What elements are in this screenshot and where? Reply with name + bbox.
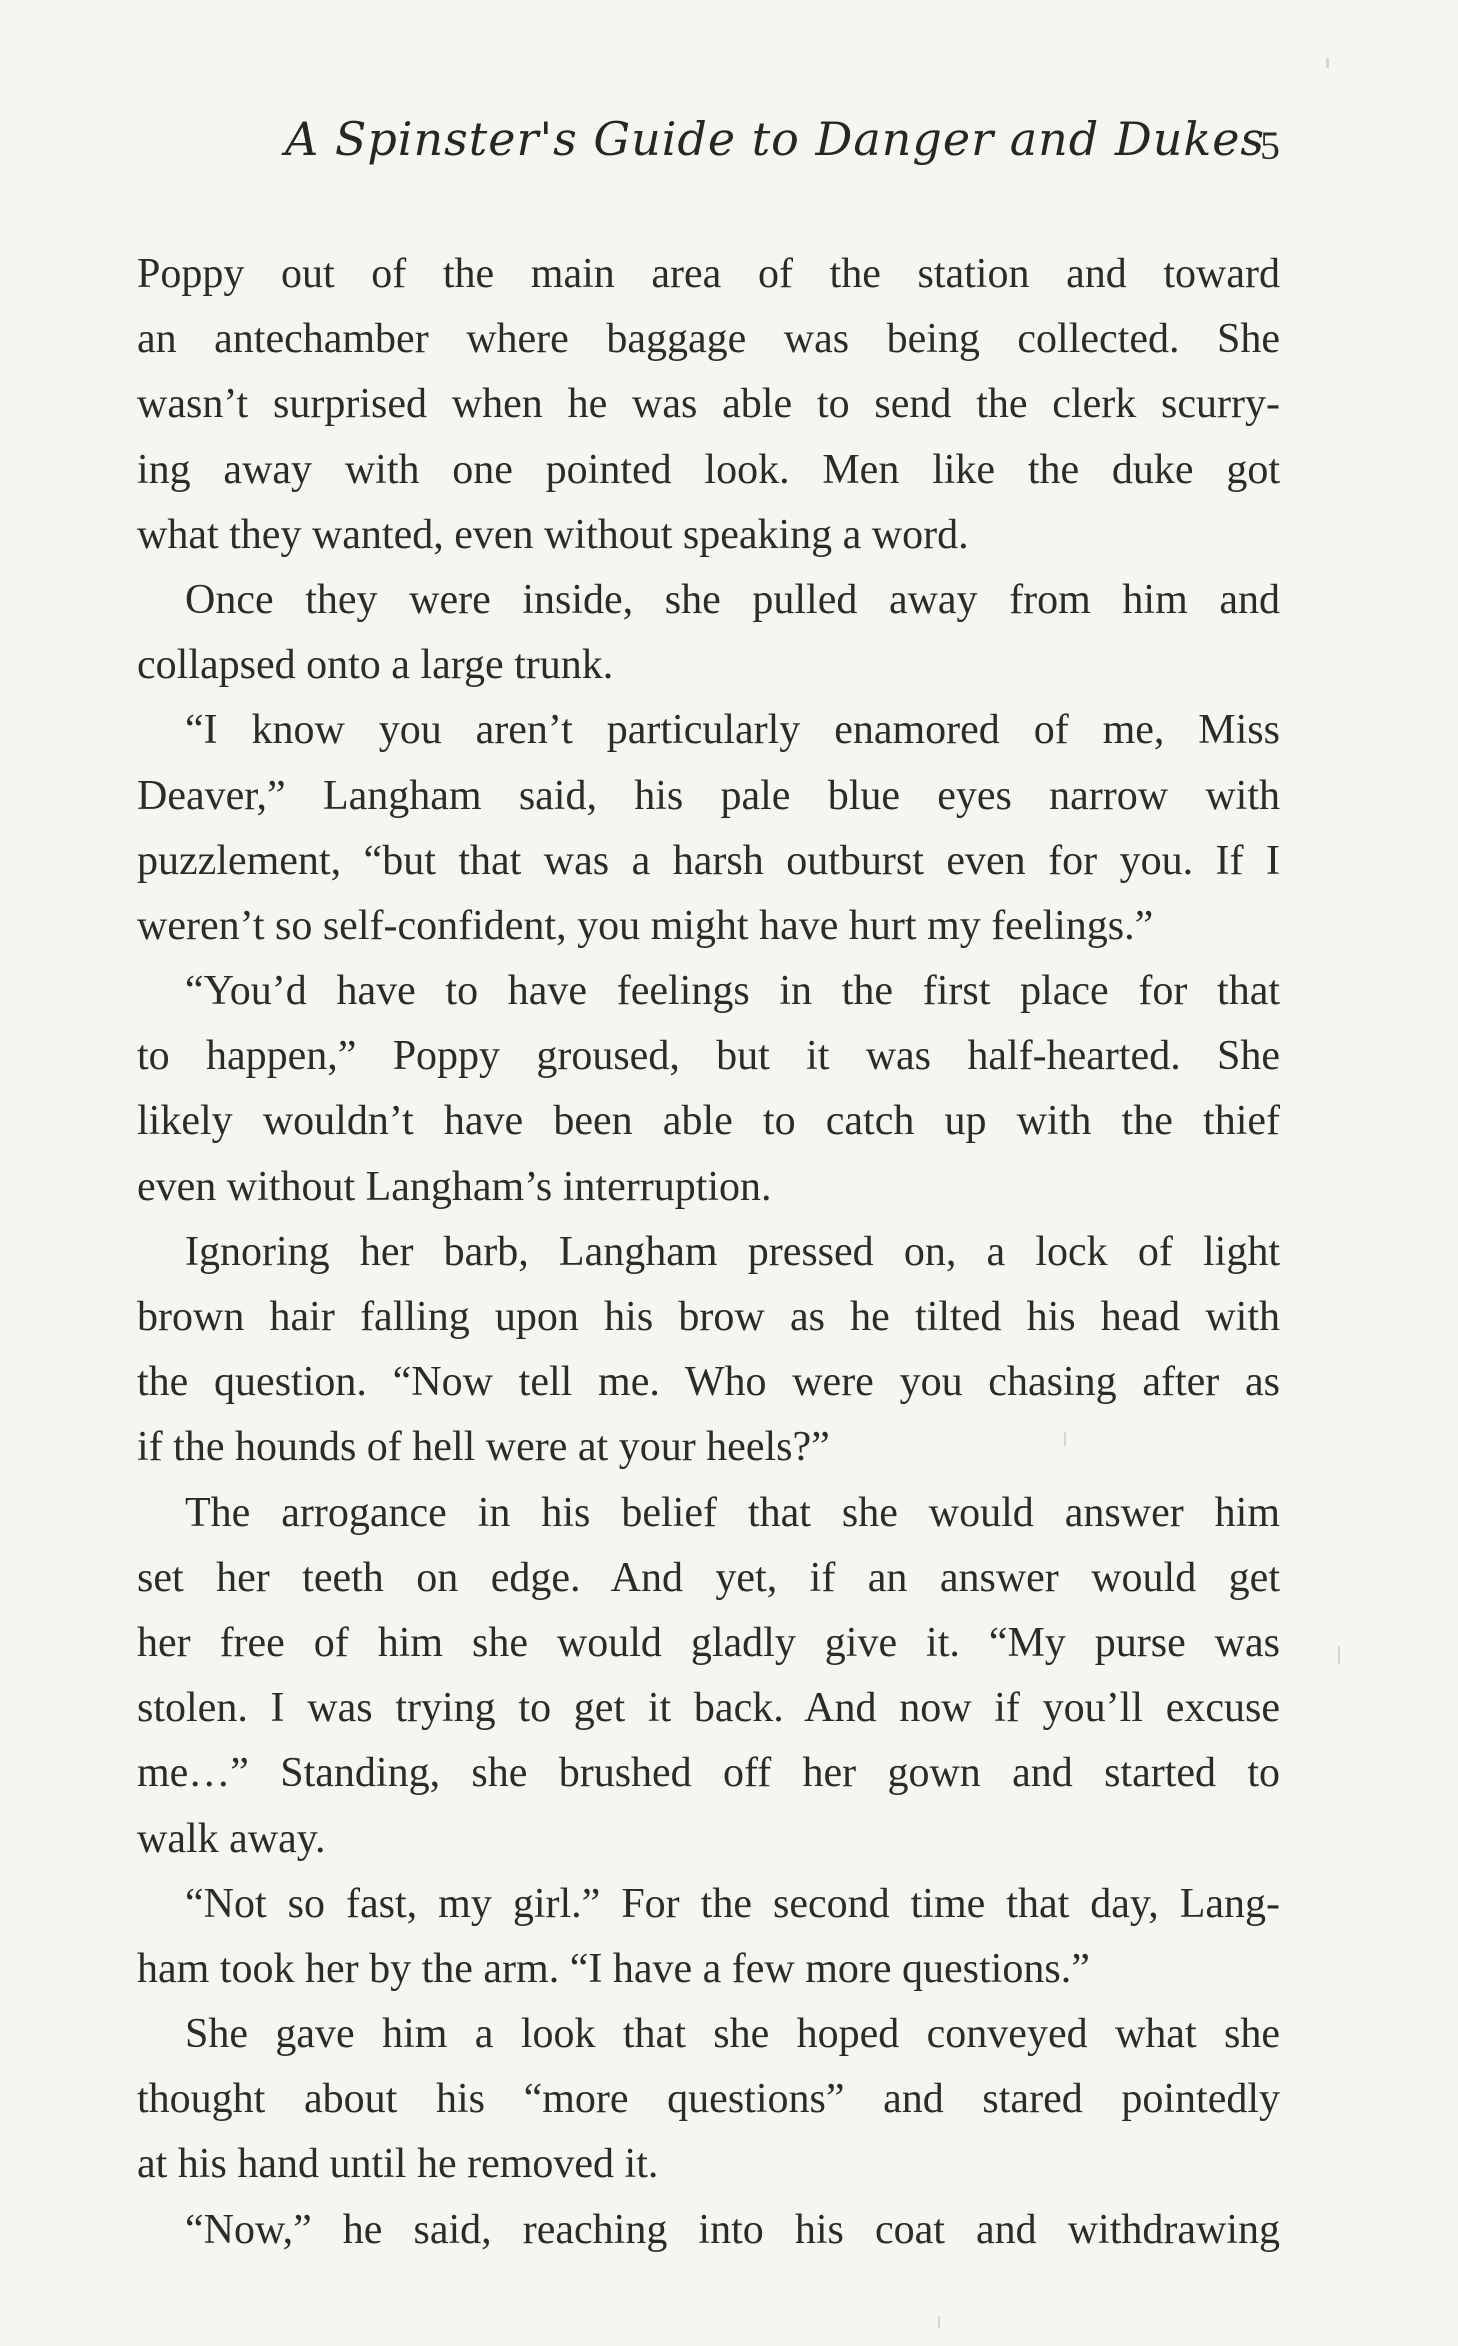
text-line: collapsed onto a large trunk. xyxy=(137,642,614,689)
text-line: She gave him a look that she hoped conveyed what she xyxy=(185,2011,1280,2058)
text-line: The arrogance in his belief that she would answer him xyxy=(185,1489,1280,1536)
scan-speck xyxy=(1064,1432,1066,1446)
text-line: at his hand until he removed it. xyxy=(137,2141,659,2188)
scan-speck xyxy=(1326,58,1329,68)
text-line: an antechamber where baggage was being collected. She xyxy=(137,316,1280,363)
text-line: set her teeth on edge. And yet, if an answer would get xyxy=(137,1554,1280,1601)
text-line: “Not so fast, my girl.” For the second time that day, Lang- xyxy=(185,1880,1280,1927)
text-line: Once they were inside, she pulled away from him and xyxy=(185,576,1280,623)
text-line: puzzlement, “but that was a harsh outburst even for you. If I xyxy=(137,837,1280,884)
scan-speck xyxy=(938,2316,940,2328)
scan-speck xyxy=(1338,1646,1340,1664)
text-line: weren’t so self-confident, you might have hurt my feelings.” xyxy=(137,902,1154,949)
text-line: walk away. xyxy=(137,1815,326,1862)
text-line: to happen,” Poppy groused, but it was half-hearted. She xyxy=(137,1033,1280,1080)
text-line: wasn’t surprised when he was able to send the clerk scurry- xyxy=(137,381,1280,428)
text-line: me…” Standing, she brushed off her gown and started to xyxy=(137,1750,1280,1797)
text-line: Poppy out of the main area of the station and toward xyxy=(137,251,1280,297)
text-line: what they wanted, even without speaking a word. xyxy=(137,511,969,558)
body-text xyxy=(137,242,1280,2263)
text-line: stolen. I was trying to get it back. And now if you’ll excuse xyxy=(137,1685,1280,1732)
running-title: A Spinster's Guide to Danger and Dukes xyxy=(285,112,1266,166)
text-line: even without Langham’s interruption. xyxy=(137,1163,772,1210)
text-line: “Now,” he said, reaching into his coat and withdrawing xyxy=(185,2206,1280,2253)
text-line: “I know you aren’t particularly enamored of me, Miss xyxy=(185,707,1280,754)
text-line: thought about his “more questions” and stared pointedly xyxy=(137,2076,1280,2123)
text-line: Ignoring her barb, Langham pressed on, a lock of light xyxy=(185,1228,1280,1275)
running-head xyxy=(137,112,1280,192)
text-line: likely wouldn’t have been able to catch up with the thief xyxy=(137,1098,1280,1145)
text-line: brown hair falling upon his brow as he tilted his head with xyxy=(137,1294,1280,1340)
text-line: “You’d have to have feelings in the first place for that xyxy=(185,968,1280,1015)
text-line: ing away with one pointed look. Men like the duke got xyxy=(137,446,1280,493)
text-line: Deaver,” Langham said, his pale blue eyes narrow with xyxy=(137,772,1280,819)
page-number: 5 xyxy=(1260,123,1280,168)
text-line: her free of him she would gladly give it. “My purse was xyxy=(137,1619,1280,1666)
text-line: the question. “Now tell me. Who were you chasing after as xyxy=(137,1359,1280,1406)
text-line: ham took her by the arm. “I have a few more questions.” xyxy=(137,1945,1090,1992)
text-line: if the hounds of hell were at your heels?” xyxy=(137,1424,830,1471)
